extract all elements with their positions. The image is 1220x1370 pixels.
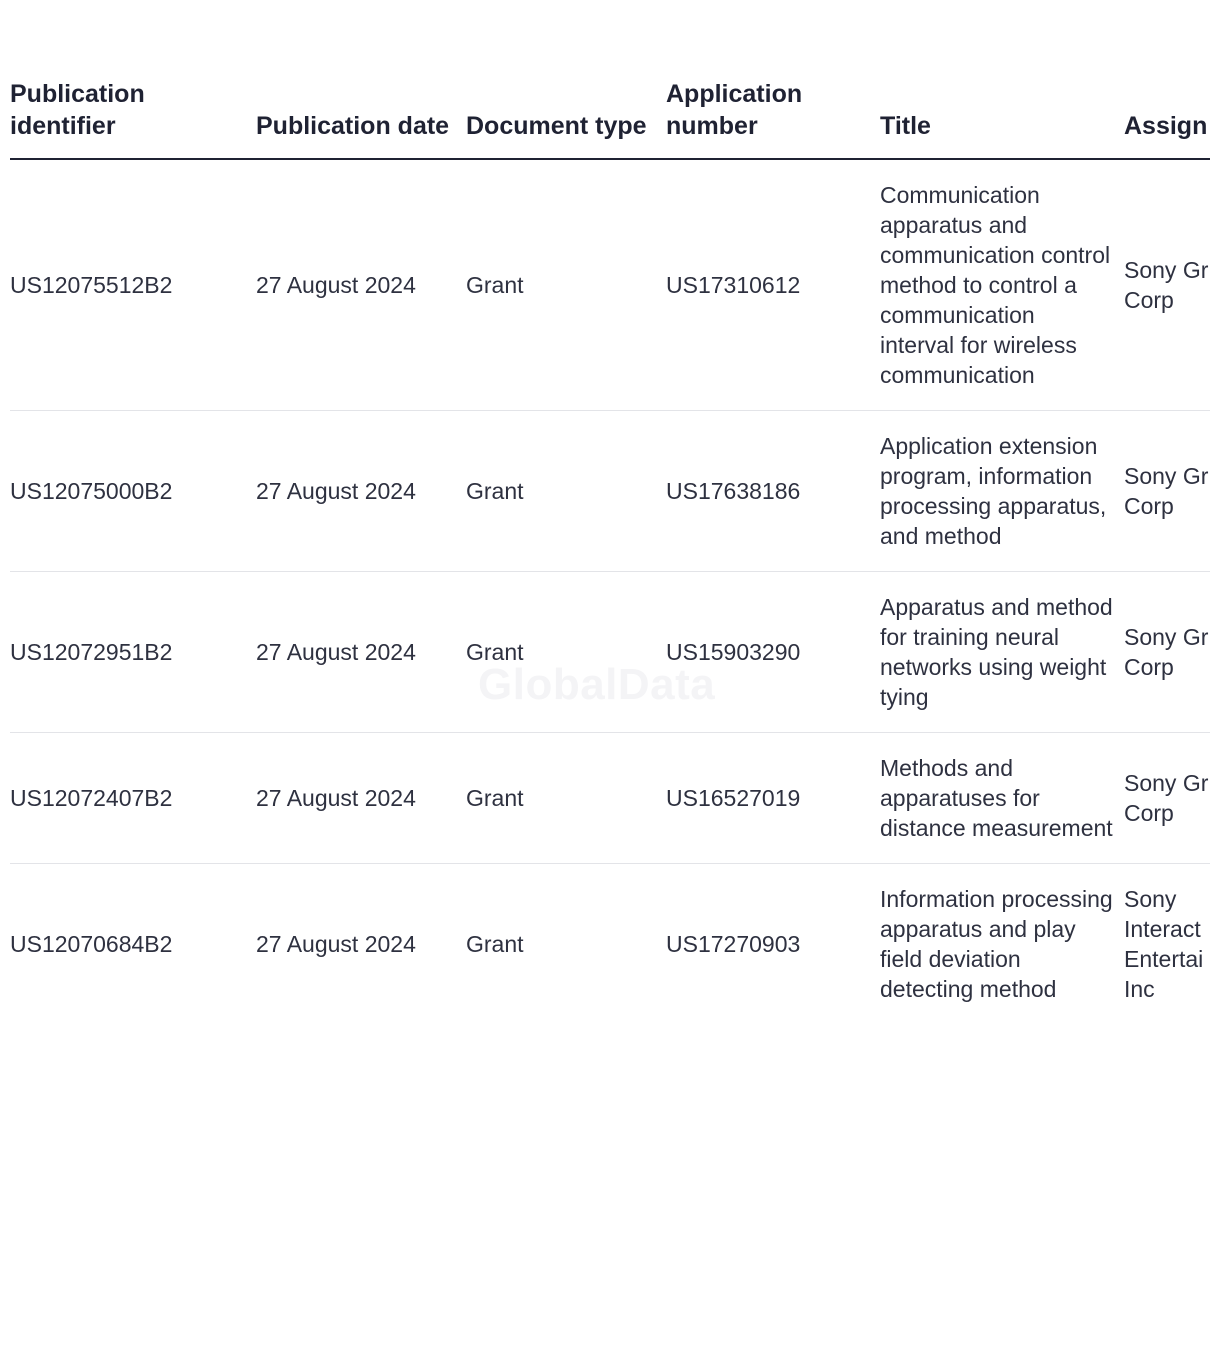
cell-document-type: Grant	[466, 411, 666, 572]
cell-publication-identifier: US12075000B2	[10, 411, 256, 572]
cell-assignee	[1124, 864, 1210, 1025]
cell-publication-identifier: US12072951B2	[10, 572, 256, 733]
cell-publication-date: 27 August 2024	[256, 733, 466, 864]
assignee-line: Corp	[1124, 287, 1174, 313]
cell-publication-date: 27 August 2024	[256, 572, 466, 733]
table-row	[10, 864, 1210, 1025]
column-header-publication-identifier: Publication identifier	[10, 62, 256, 159]
header-row	[10, 62, 1210, 159]
assignee-line: Entertai	[1124, 946, 1204, 972]
assignee-line: Inc	[1124, 976, 1155, 1002]
column-header-title: Title	[880, 62, 1124, 159]
cell-assignee	[1124, 733, 1210, 864]
cell-publication-date: 27 August 2024	[256, 159, 466, 411]
cell-publication-identifier: US12075512B2	[10, 159, 256, 411]
cell-assignee	[1124, 411, 1210, 572]
assignee-line: Corp	[1124, 800, 1174, 826]
cell-application-number: US15903290	[666, 572, 880, 733]
table-body	[10, 159, 1210, 1024]
assignee-line: Interact	[1124, 916, 1201, 942]
patents-table	[10, 62, 1210, 1024]
patents-table-container	[10, 62, 1210, 1024]
cell-publication-date: 27 August 2024	[256, 411, 466, 572]
cell-assignee	[1124, 159, 1210, 411]
cell-document-type: Grant	[466, 733, 666, 864]
assignee-line: Corp	[1124, 493, 1174, 519]
column-header-document-type: Document type	[466, 62, 666, 159]
table-row	[10, 733, 1210, 864]
cell-title: Apparatus and method for training neural networks using weight tying	[880, 572, 1124, 733]
column-header-publication-date: Publication date	[256, 62, 466, 159]
table-row	[10, 572, 1210, 733]
cell-title: Methods and apparatuses for distance measurement	[880, 733, 1124, 864]
cell-publication-identifier: US12070684B2	[10, 931, 173, 957]
table-header	[10, 62, 1210, 159]
cell-application-number: US16527019	[666, 733, 880, 864]
assignee-line: Sony Gr	[1124, 257, 1209, 283]
cell-title: Communication apparatus and communication control method to control a communication interval for wireless communication	[880, 159, 1124, 411]
assignee-line: Corp	[1124, 654, 1174, 680]
table-row	[10, 411, 1210, 572]
cell-title: Information processing apparatus and play field deviation detecting method	[880, 886, 1113, 1002]
cell-document-type: Grant	[466, 159, 666, 411]
table-row	[10, 159, 1210, 411]
cell-title: Application extension program, information processing apparatus, and method	[880, 411, 1124, 572]
assignee-line: Sony Gr	[1124, 770, 1209, 796]
cell-document-type: Grant	[466, 931, 524, 957]
assignee-line: Sony	[1124, 886, 1177, 912]
cell-publication-date: 27 August 2024	[256, 931, 416, 957]
cell-application-number: US17638186	[666, 411, 880, 572]
column-header-assignee: Assign	[1124, 62, 1210, 159]
assignee-line: Sony Gr	[1124, 463, 1209, 489]
assignee-line: Sony Gr	[1124, 624, 1209, 650]
cell-publication-identifier: US12072407B2	[10, 733, 256, 864]
column-header-application-number: Application number	[666, 62, 880, 159]
cell-document-type: Grant	[466, 572, 666, 733]
watermark-logo: GlobalData	[478, 660, 716, 709]
cell-application-number: US17270903	[666, 931, 801, 957]
cell-assignee	[1124, 572, 1210, 733]
cell-application-number: US17310612	[666, 159, 880, 411]
